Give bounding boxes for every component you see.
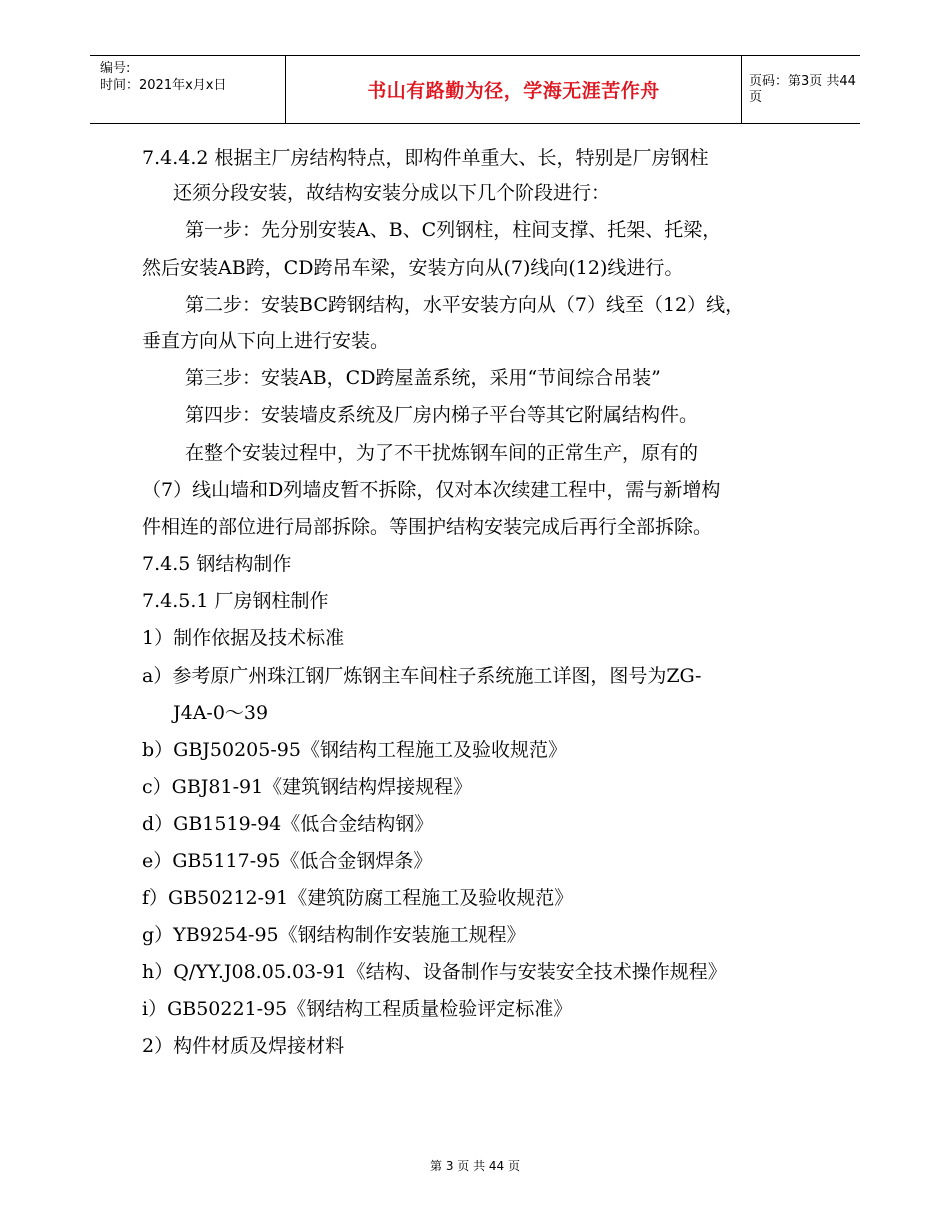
list-item: e）GB5117-95《低合金钢焊条》 <box>142 850 433 872</box>
header-time-label: 时间：2021年x月x日 <box>100 78 227 93</box>
header-page-label: 页码：第3页 共44页 <box>749 73 856 105</box>
list-item: h）Q/YY.J08.05.03-91《结构、设备制作与安装安全技术操作规程》 <box>142 961 727 983</box>
text-line: 垂直方向从下向上进行安装。 <box>142 330 390 352</box>
text-line: 7.4.4.2 根据主厂房结构特点，即构件单重大、长，特别是厂房钢柱 <box>142 147 709 169</box>
list-item: f）GB50212-91《建筑防腐工程施工及验收规范》 <box>142 887 574 909</box>
section-heading: 7.4.5 钢结构制作 <box>142 553 292 575</box>
text-line: 第四步：安装墙皮系统及厂房内梯子平台等其它附属结构件。 <box>185 404 699 426</box>
list-item: b）GBJ50205-95《钢结构工程施工及验收规范》 <box>142 739 567 761</box>
text-line: 在整个安装过程中，为了不干扰炼钢车间的正常生产，原有的 <box>185 442 699 464</box>
text-line: 件相连的部位进行局部拆除。等围护结构安装完成后再行全部拆除。 <box>142 516 713 538</box>
list-heading: 2）构件材质及焊接材料 <box>142 1035 345 1057</box>
list-item: g）YB9254-95《钢结构制作安装施工规程》 <box>142 924 526 946</box>
subsection-heading: 7.4.5.1 厂房钢柱制作 <box>142 590 329 612</box>
list-item: d）GB1519-94《低合金结构钢》 <box>142 813 434 835</box>
list-item: i）GB50221-95《钢结构工程质量检验评定标准》 <box>142 998 573 1020</box>
header-page-cell <box>741 56 860 123</box>
text-line: 还须分段安装，故结构安装分成以下几个阶段进行： <box>173 182 611 204</box>
page-footer: 第 3 页 共 44 页 <box>430 1159 520 1173</box>
header-motto: 书山有路勤为径，学海无涯苦作舟 <box>367 80 660 102</box>
list-item: c）GBJ81-91《建筑钢结构焊接规程》 <box>142 776 473 798</box>
text-line: 第一步：先分别安装A、B、C列钢柱，柱间支撑、托架、托梁， <box>185 219 722 241</box>
header-number-label: 编号: <box>100 61 131 76</box>
list-item: a）参考原广州珠江钢厂炼钢主车间柱子系统施工详图，图号为ZG- <box>142 665 702 687</box>
header-motto-cell <box>285 56 742 123</box>
list-heading: 1）制作依据及技术标准 <box>142 627 345 649</box>
list-item-continuation: J4A-0～39 <box>173 702 269 724</box>
text-line: 第二步：安装BC跨钢结构，水平安装方向从（7）线至（12）线， <box>185 294 745 316</box>
header-meta <box>90 56 285 123</box>
text-line: （7）线山墙和D列墙皮暂不拆除，仅对本次续建工程中，需与新增构 <box>142 479 721 501</box>
text-line: 然后安装AB跨，CD跨吊车梁，安装方向从(7)线向(12)线进行。 <box>142 257 684 279</box>
text-line: 第三步：安装AB，CD跨屋盖系统，采用“节间综合吊装” <box>185 367 661 389</box>
page-header <box>90 55 860 124</box>
